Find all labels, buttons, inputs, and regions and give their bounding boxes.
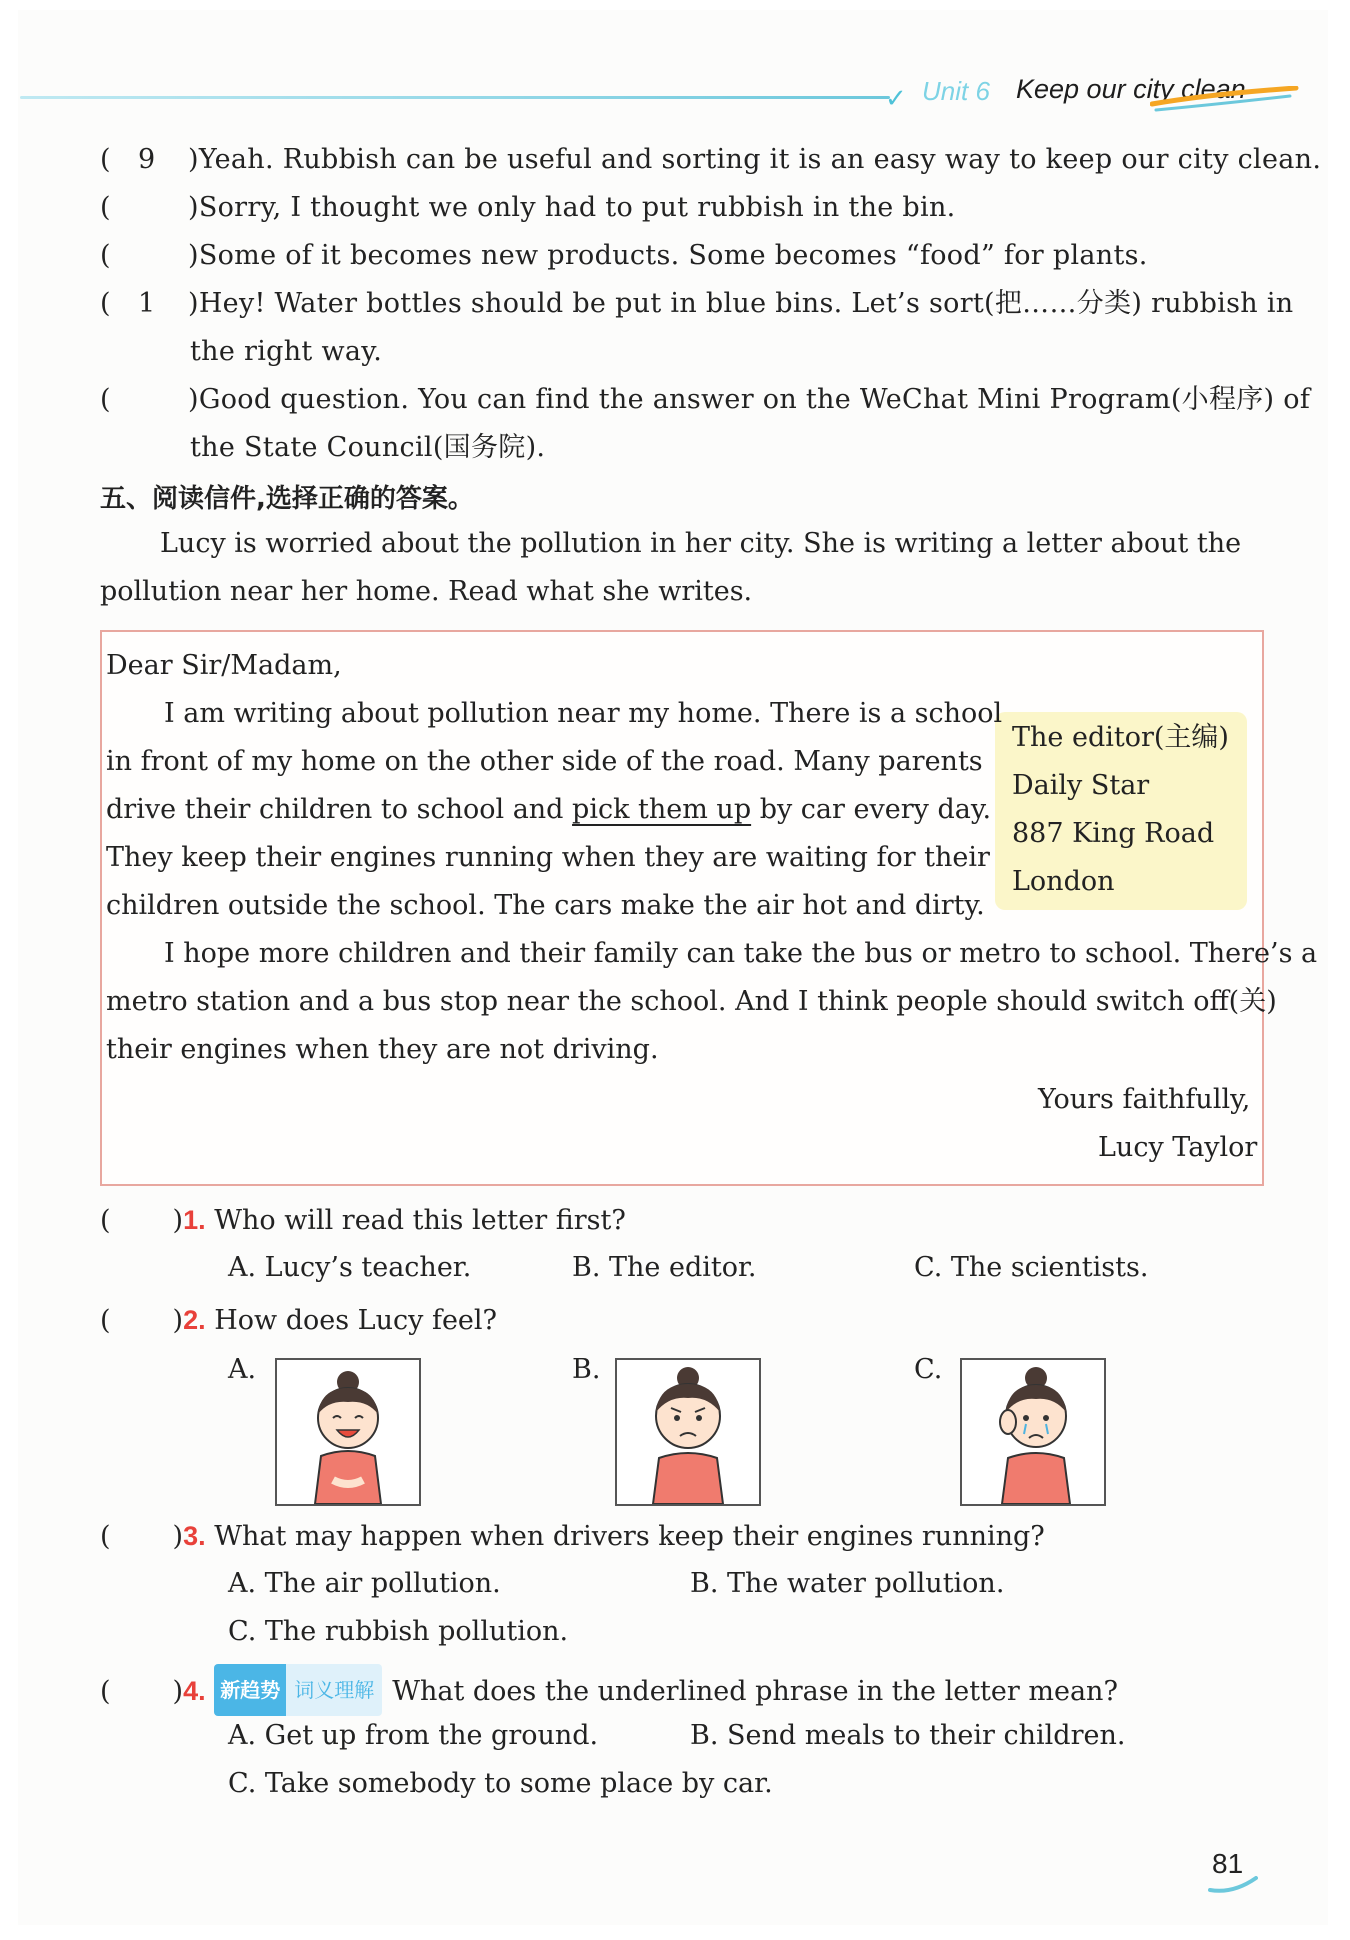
- address-line: The editor(主编): [1012, 722, 1229, 753]
- option[interactable]: C. Take somebody to some place by car.: [228, 1768, 773, 1799]
- option[interactable]: C. The rubbish pollution.: [228, 1616, 569, 1647]
- dialogue-line: ( )Some of it becomes new products. Some becomes “food” for plants.: [100, 240, 1148, 271]
- address-line: Daily Star: [1012, 770, 1150, 801]
- dialogue-continuation: the right way.: [190, 336, 383, 367]
- page-swoosh-icon: [1208, 1876, 1258, 1894]
- dialogue-continuation: the State Council(国务院).: [190, 432, 546, 463]
- crying-girl-image[interactable]: [960, 1358, 1106, 1506]
- option[interactable]: A. Lucy’s teacher.: [228, 1252, 472, 1283]
- address-line: London: [1012, 866, 1115, 897]
- letter-signature: Lucy Taylor: [1098, 1132, 1258, 1163]
- check-icon: ✓: [885, 84, 907, 114]
- question-4: ( )4. 新趋势 词义理解 What does the underlined phrase in the letter mean?: [100, 1664, 1118, 1716]
- happy-girl-image[interactable]: [275, 1358, 421, 1506]
- letter-text: I hope more children and their family can take the bus or metro to school. There’s a: [164, 938, 1318, 969]
- header-rule: [20, 96, 890, 99]
- worried-girl-image[interactable]: [615, 1358, 761, 1506]
- letter-text: metro station and a bus stop near the school. And I think people should switch off(关): [106, 986, 1277, 1017]
- section-heading: 五、阅读信件,选择正确的答案。: [100, 484, 474, 514]
- dialogue-line: ( 9 )Yeah. Rubbish can be useful and sorting it is an easy way to keep our city clean.: [100, 136, 1321, 184]
- letter-text: in front of my home on the other side of the road. Many parents: [106, 746, 983, 777]
- unit-label: Unit 6: [922, 76, 990, 106]
- option[interactable]: C. The scientists.: [914, 1252, 1149, 1283]
- letter-text: their engines when they are not driving.: [106, 1034, 659, 1065]
- letter-text: They keep their engines running when they are waiting for their: [106, 842, 990, 873]
- dialogue-line: ( )Good question. You can find the answer on the WeChat Mini Program(小程序) of: [100, 384, 1311, 415]
- option-label[interactable]: C.: [914, 1354, 943, 1385]
- letter-text: I am writing about pollution near my home. There is a school: [164, 698, 1003, 729]
- letter-text: children outside the school. The cars make the air hot and dirty.: [106, 890, 985, 921]
- option-label[interactable]: B.: [572, 1354, 601, 1385]
- intro-text: Lucy is worried about the pollution in her city. She is writing a letter about the: [160, 528, 1242, 559]
- option[interactable]: B. The water pollution.: [690, 1568, 1005, 1599]
- unit-title: Keep our city clean: [1016, 74, 1246, 104]
- badge-subtitle: 词义理解: [286, 1664, 382, 1716]
- address-line: 887 King Road: [1012, 818, 1215, 849]
- answer-number: 9: [138, 144, 156, 175]
- question-2: ( )2. How does Lucy feel?: [100, 1305, 498, 1336]
- dialogue-line: ( )Sorry, I thought we only had to put rubbish in the bin.: [100, 192, 956, 223]
- letter-greeting: Dear Sir/Madam,: [106, 650, 342, 681]
- option[interactable]: B. The editor.: [572, 1252, 757, 1283]
- intro-text: pollution near her home. Read what she writes.: [100, 576, 753, 607]
- page-number: 81: [1212, 1848, 1244, 1879]
- underlined-phrase: pick them up: [572, 794, 752, 825]
- answer-number: 1: [138, 288, 156, 319]
- question-3: ( )3. What may happen when drivers keep their engines running?: [100, 1521, 1045, 1552]
- new-trend-badge: 新趋势: [214, 1664, 286, 1716]
- question-1: ( )1. Who will read this letter first?: [100, 1205, 626, 1236]
- option[interactable]: A. Get up from the ground.: [228, 1720, 599, 1751]
- option[interactable]: B. Send meals to their children.: [690, 1720, 1126, 1751]
- option-label[interactable]: A.: [228, 1354, 257, 1385]
- dialogue-line: ( 1 )Hey! Water bottles should be put in blue bins. Let’s sort(把……分类) rubbish in: [100, 280, 1293, 328]
- letter-text: drive their children to school and pick them up by car every day.: [106, 794, 992, 825]
- swoosh-icon: [1150, 86, 1300, 112]
- option[interactable]: A. The air pollution.: [228, 1568, 501, 1599]
- letter-closing: Yours faithfully,: [1038, 1084, 1251, 1115]
